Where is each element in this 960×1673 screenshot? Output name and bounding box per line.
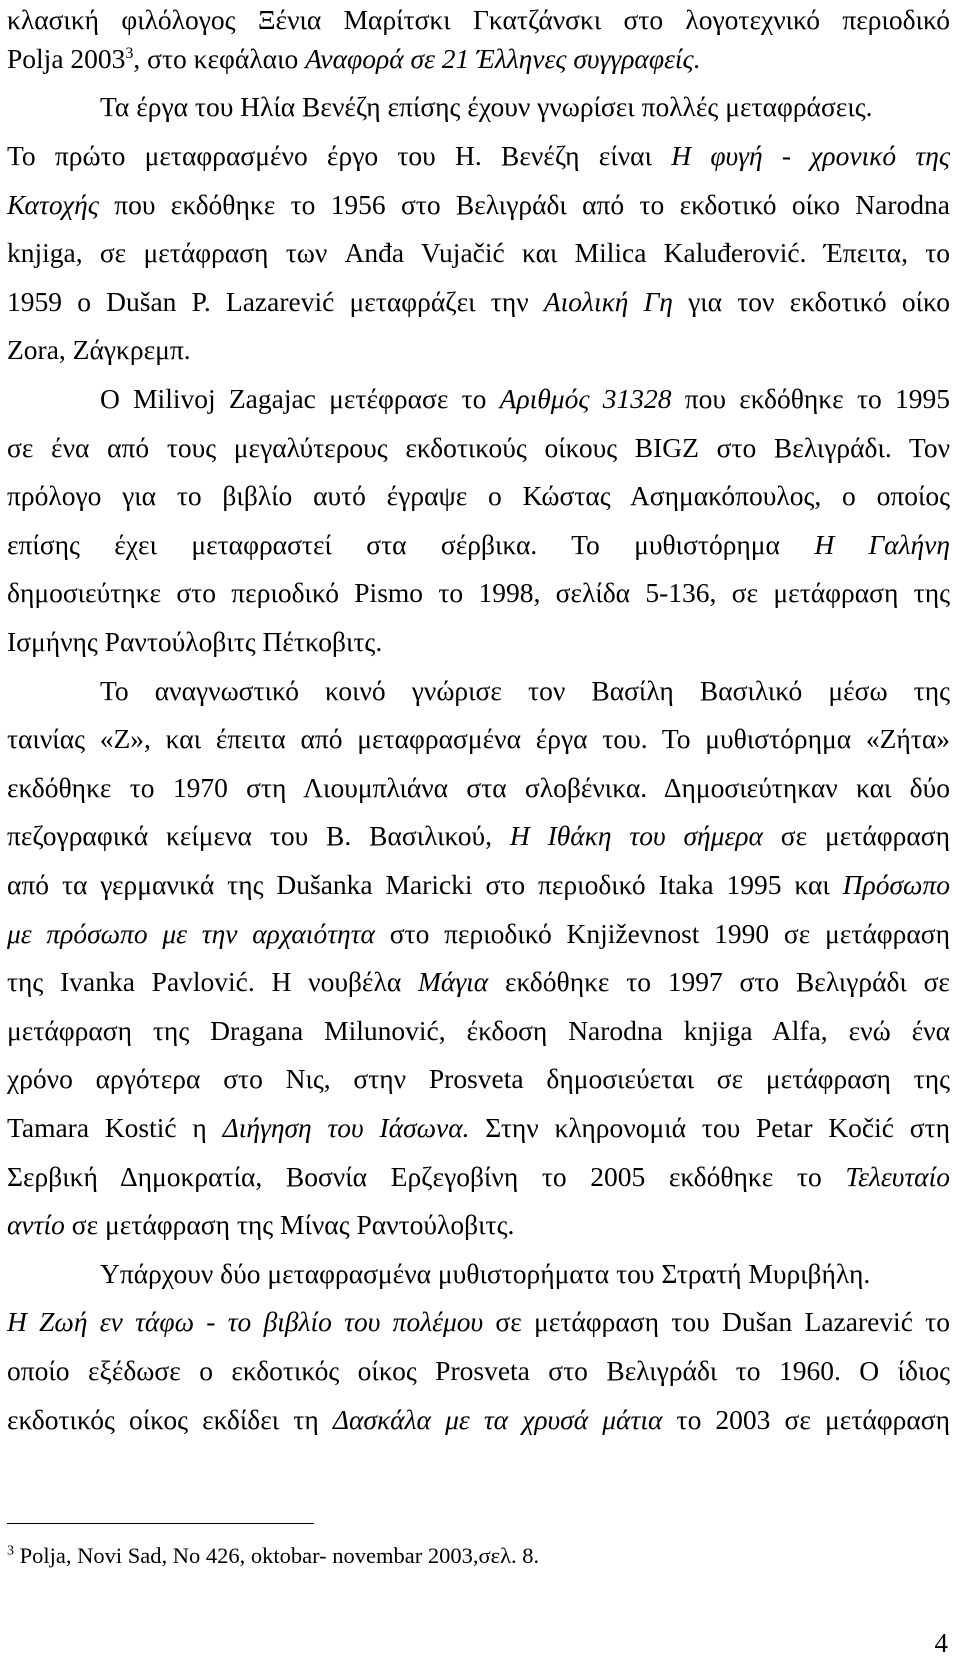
text-line (7, 131, 950, 180)
text-run: Τα έργα του Ηλία Βενέζη επίσης έχουν γνωρίσει πολλές μεταφράσεις. (100, 91, 873, 122)
text-line (7, 1297, 950, 1346)
text-run: Στην κληρονομιά του Petar Kočić στη (469, 1112, 950, 1143)
text-run: που εκδόθηκε το 1995 (671, 383, 950, 414)
text-run: της Ivanka Pavlović. Η νουβέλα (7, 966, 418, 997)
text-line (7, 180, 950, 229)
italic-title: Αριθμός 31328 (499, 383, 672, 414)
text-run: το 2003 σε μετάφραση (662, 1404, 950, 1435)
italic-title: αντίο (7, 1209, 65, 1240)
text-run: που εκδόθηκε το 1956 στο Βελιγράδι από το εκδοτικό οίκο Narodna (98, 189, 950, 220)
text-run: για τον εκδοτικό οίκο (672, 286, 950, 317)
text-run: δημοσιεύτηκε στο περιοδικό Pismo το 1998, σελίδα 5-136, σε μετάφραση της (7, 577, 950, 608)
text-line (7, 1103, 950, 1152)
text-line (7, 325, 950, 374)
footnote-text: Polja, Novi Sad, No 426, oktobar- novembar 2003,σελ. 8. (14, 1543, 540, 1568)
text-line (7, 1395, 950, 1444)
text-line (7, 1200, 950, 1249)
text-line (7, 909, 950, 958)
text-line (7, 423, 950, 472)
text-run: Υπάρχουν δύο μεταφρασμένα μυθιστορήματα του Στρατή Μυριβήλη. (100, 1258, 871, 1289)
italic-title: Διήγηση του Ιάσωνα. (222, 1112, 470, 1143)
text-run: Το πρώτο μεταφρασμένο έργο του Η. Βενέζη είναι (7, 140, 672, 171)
footnote-separator (7, 1523, 314, 1524)
text-run: οποίο εξέδωσε ο εκδοτικός οίκος Prosveta στο Βελιγράδι το 1960. Ο ίδιος (7, 1355, 950, 1386)
italic-title: Αναφορά σε 21 Έλληνες συγγραφείς. (305, 43, 701, 74)
text-line (7, 617, 950, 666)
text-run: μετάφραση της Dragana Milunović, έκδοση Narodna knjiga Alfa, ενώ ένα (7, 1015, 950, 1046)
italic-title: Κατοχής (7, 189, 99, 220)
text-run: κλασική φιλόλογος Ξένια Μαρίτσκι Γκατζάνσκι στο λογοτεχνικό περιοδικό (7, 4, 950, 35)
text-run: σε μετάφραση (762, 820, 950, 851)
text-run: πρόλογο για το βιβλίο αυτό έγραψε ο Κώστας Ασημακόπουλος, ο οποίος (7, 480, 950, 511)
text-line (7, 1054, 950, 1103)
italic-title: Τελευταίο (845, 1161, 950, 1192)
italic-title: με πρόσωπο με την αρχαιότητα (7, 918, 375, 949)
text-line (7, 520, 950, 569)
text-run: από τα γερμανικά της Dušanka Maricki στο περιοδικό Itaka 1995 και (7, 869, 843, 900)
text-line (7, 811, 950, 860)
text-run: Polja 2003 (7, 43, 126, 74)
text-run: χρόνο αργότερα στο Νις, στην Prosveta δημοσιεύεται σε μετάφραση της (7, 1063, 950, 1094)
text-run: 1959 ο Dušan P. Lazarević μεταφράζει την (7, 286, 544, 317)
text-run: πεζογραφικά κείμενα του Β. Βασιλικού, (7, 820, 510, 851)
text-run: , στο κεφάλαιο (133, 43, 306, 74)
text-run: Ο Milivoj Zagajac μετέφρασε το (100, 383, 500, 414)
text-line (7, 34, 950, 83)
text-run: σε μετάφραση της Μίνας Ραντούλοβιτς. (64, 1209, 515, 1240)
text-line (7, 1006, 950, 1055)
text-line (7, 957, 950, 1006)
text-line (7, 763, 950, 812)
text-run: Σερβική Δημοκρατία, Βοσνία Ερζεγοβίνη το 2005 εκδόθηκε το (7, 1161, 846, 1192)
page-number: 4 (934, 1628, 948, 1658)
text-run: knjiga, σε μετάφραση των Anđa Vujačić και Milica Kaluđerović. Έπειτα, το (7, 237, 950, 268)
text-run: στο περιοδικό Književnost 1990 σε μετάφραση (374, 918, 951, 949)
text-run: Το αναγνωστικό κοινό γνώρισε τον Βασίλη Βασιλικό μέσω της (100, 675, 950, 706)
text-line (7, 568, 950, 617)
text-line (7, 1152, 950, 1201)
text-line (7, 714, 950, 763)
text-run: επίσης έχει μεταφραστεί στα σέρβικα. Το μυθιστόρημα (7, 529, 815, 560)
footnote-reference: 3 (125, 44, 134, 62)
footnote (7, 1541, 539, 1571)
italic-title: Η φυγή - χρονικό της (671, 140, 950, 171)
footnote-marker: 3 (7, 1543, 14, 1559)
italic-title: Η Ζωή εν τάφω - το βιβλίο του πολέμου (7, 1306, 484, 1337)
italic-title: Πρόσωπο (842, 869, 950, 900)
text-line (7, 666, 950, 715)
italic-title: Αιολική Γη (543, 286, 673, 317)
text-run: εκδοτικός οίκος εκδίδει τη (7, 1404, 333, 1435)
text-line (7, 1346, 950, 1395)
text-line (7, 374, 950, 423)
text-run: σε ένα από τους μεγαλύτερους εκδοτικούς οίκους BIGZ στο Βελιγράδι. Τον (7, 432, 950, 463)
text-line (7, 277, 950, 326)
text-run: Ισμήνης Ραντούλοβιτς Πέτκοβιτς. (7, 626, 383, 657)
text-run: ταινίας «Ζ», και έπειτα από μεταφρασμένα έργα του. Το μυθιστόρημα «Ζήτα» (7, 723, 950, 754)
text-line (7, 228, 950, 277)
italic-title: Η Ιθάκη του σήμερα (509, 820, 763, 851)
italic-title: Δασκάλα με τα χρυσά μάτια (332, 1404, 663, 1435)
text-run: εκδόθηκε το 1970 στη Λιουμπλιάνα στα σλοβένικα. Δημοσιεύτηκαν και δύο (7, 772, 950, 803)
italic-title: Η Γαλήνη (814, 529, 951, 560)
text-run: Zora, Ζάγκρεμπ. (7, 334, 191, 365)
text-line (7, 82, 950, 131)
text-run: εκδόθηκε το 1997 στο Βελιγράδι σε (488, 966, 950, 997)
text-run: σε μετάφραση του Dušan Lazarević το (483, 1306, 950, 1337)
text-line (7, 860, 950, 909)
italic-title: Μάγια (417, 966, 489, 997)
text-run: Tamara Kostić η (7, 1112, 223, 1143)
text-line (7, 471, 950, 520)
text-line (7, 1249, 950, 1298)
